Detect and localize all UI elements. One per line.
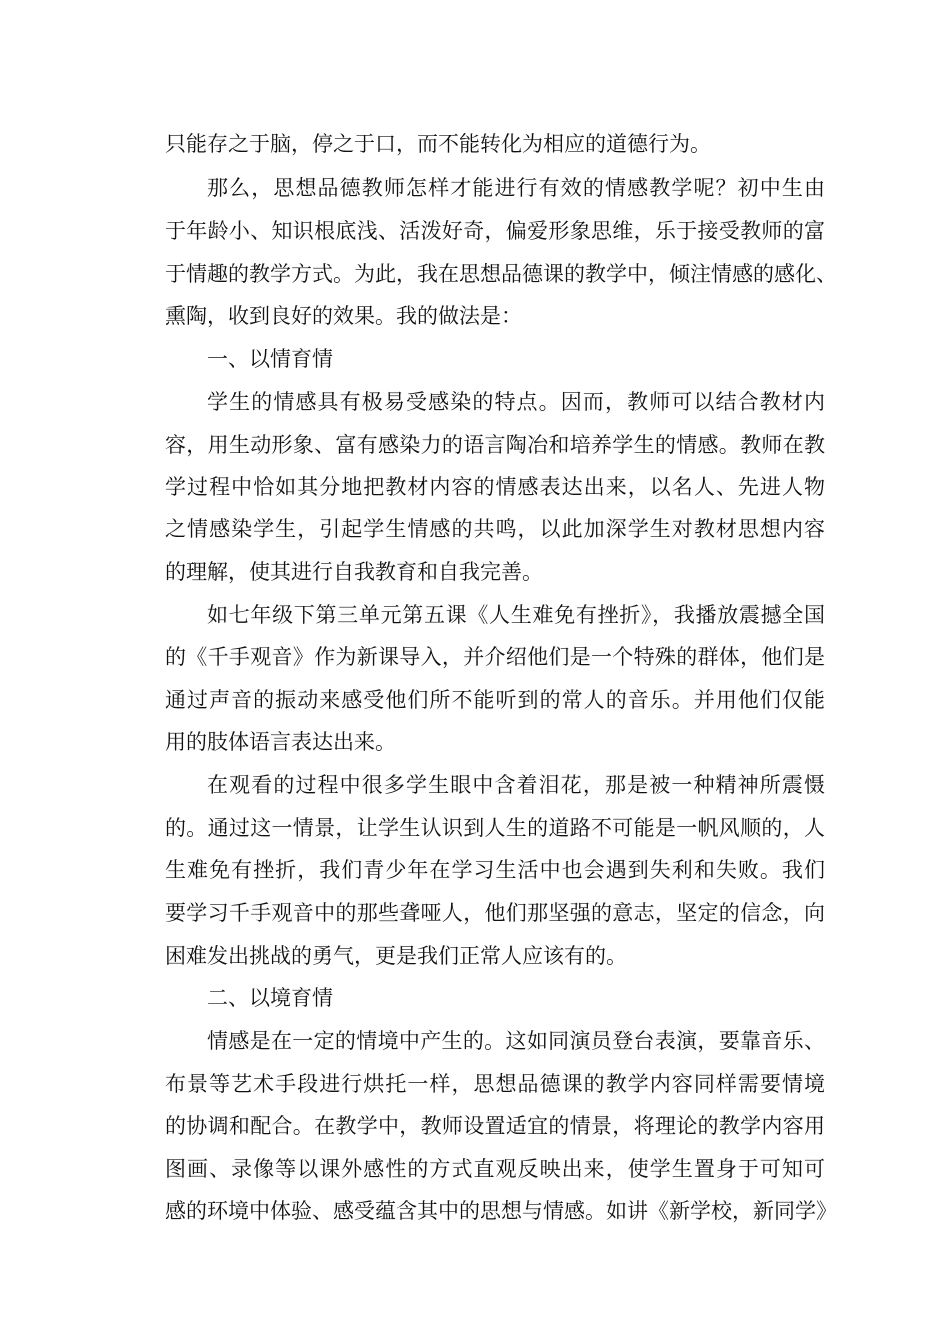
section-heading: 二、以境育情 [207,986,333,1010]
text-line: 如七年级下第三单元第五课《人生难免有挫折》，我播放震撼全国 [207,603,825,627]
text-line: 要学习千手观音中的那些聋哑人，他们那坚强的意志，坚定的信念，向 [165,901,825,925]
text-line: 的《千手观音》作为新课导入，并介绍他们是一个特殊的群体，他们是 [165,645,825,669]
text-line: 在观看的过程中很多学生眼中含着泪花，那是被一种精神所震慑 [207,773,825,797]
text-line: 布景等艺术手段进行烘托一样，思想品德课的教学内容同样需要情境 [165,1072,825,1096]
text-line: 容，用生动形象、富有感染力的语言陶冶和培养学生的情感。教师在教 [165,433,825,457]
text-line: 感的环境中体验、感受蕴含其中的思想与情感。如讲《新学校，新同学》 [165,1199,837,1223]
text-line: 学过程中恰如其分地把教材内容的情感表达出来，以名人、先进人物 [165,475,825,499]
text-line: 的理解，使其进行自我教育和自我完善。 [165,560,543,584]
text-line: 之情感染学生，引起学生情感的共鸣，以此加深学生对教材思想内容 [165,517,825,541]
text-line: 只能存之于脑，停之于口，而不能转化为相应的道德行为。 [165,132,711,156]
text-line: 情感是在一定的情境中产生的。这如同演员登台表演，要靠音乐、 [207,1029,825,1053]
text-line: 学生的情感具有极易受感染的特点。因而，教师可以结合教材内 [207,390,825,414]
text-line: 于年龄小、知识根底浅、活泼好奇，偏爱形象思维，乐于接受教师的富 [165,219,825,243]
text-line: 那么，思想品德教师怎样才能进行有效的情感教学呢？初中生由 [207,176,825,200]
text-line: 用的肢体语言表达出来。 [165,730,396,754]
section-heading: 一、以情育情 [207,347,333,371]
text-line: 于情趣的教学方式。为此，我在思想品德课的教学中，倾注情感的感化、 [165,262,837,286]
text-line: 通过声音的振动来感受他们所不能听到的常人的音乐。并用他们仅能 [165,688,825,712]
text-line: 图画、录像等以课外感性的方式直观反映出来，使学生置身于可知可 [165,1157,825,1181]
text-line: 困难发出挑战的勇气，更是我们正常人应该有的。 [165,944,627,968]
text-line: 的。通过这一情景，让学生认识到人生的道路不可能是一帆风顺的，人 [165,816,825,840]
text-line: 熏陶，收到良好的效果。我的做法是： [165,304,522,328]
text-line: 的协调和配合。在教学中，教师设置适宜的情景，将理论的教学内容用 [165,1114,825,1138]
text-line: 生难免有挫折，我们青少年在学习生活中也会遇到失利和失败。我们 [165,858,825,882]
